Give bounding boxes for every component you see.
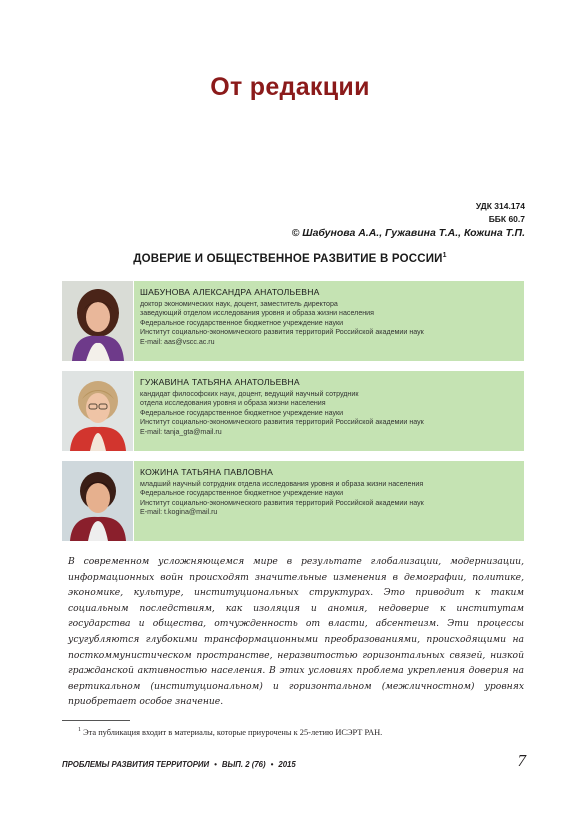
author-institute: Институт социально-экономического развития территорий Российской академии наук [140,498,424,507]
author-photo [62,461,133,541]
author-info [134,371,524,451]
footnote-divider [62,720,130,721]
author-name: КОЖИНА ТАТЬЯНА ПАВЛОВНА [140,467,274,477]
author-email: E-mail: aas@vscc.ac.ru [140,337,215,346]
author-email: E-mail: tanja_gta@mail.ru [140,427,222,436]
author-photo [62,371,133,451]
author-organization: Федеральное государственное бюджетное учреждение науки [140,489,344,498]
article-title [0,252,580,265]
author-name: ШАБУНОВА АЛЕКСАНДРА АНАТОЛЬЕВНА [140,287,320,297]
author-position: младший научный сотрудник отдела исследования уровня и образа жизни населения [140,480,424,488]
abstract: В современном усложняющемся мире в результате глобализации, модернизации, информационных войн происходят значительные изменения в демографии, политике, экономике, культуре, институциональных структурах. Это приводит к таким социальным последствиям, как изоляция и аномия, недоверие к институтам государства и общества, отчужденность от власти, абсентеизм. Эти процессы усугубляются глубокими трансформационными преобразованиями, происходящими на посткоммунистическом пространстве, неразвитостью горизонтальных связей, низкой гражданской активностью населения. В этих условиях проблема укрепления доверия на вертикальном (институциональном) и горизонтальном (межличностном) уровнях приобретает особое значение. [68,556,524,708]
section-title: От редакции [210,73,370,101]
issue-year: 2015 [278,760,296,769]
udk-code: УДК 314.174 [475,201,525,211]
footnote-mark: 1 [78,727,81,733]
author-card [62,371,524,452]
author-degree: кандидат философских наук, доцент, ведущий научный сотрудник [140,390,359,398]
running-footer [62,760,296,769]
author-position: заведующий отделом исследования уровня и образа жизни населения [140,309,374,318]
author-institute: Институт социально-экономического развития территорий Российской академии наук [140,328,424,337]
article-title-text: ДОВЕРИЕ И ОБЩЕСТВЕННОЕ РАЗВИТИЕ В РОССИИ [133,252,443,265]
author-institute: Институт социально-экономического развития территорий Российской академии наук [140,418,424,427]
author-organization: Федеральное государственное бюджетное учреждение науки [140,318,344,327]
portrait-icon [62,281,133,361]
author-photo [62,281,133,361]
author-name: ГУЖАВИНА ТАТЬЯНА АНАТОЛЬЕВНА [140,377,300,387]
bbk-code: ББК 60.7 [488,214,525,224]
author-email: E-mail: t.kogina@mail.ru [140,508,218,517]
portrait-icon [62,371,133,451]
author-card [62,281,524,362]
copyright-authors: © Шабунова А.А., Гужавина Т.А., Кожина Т.П. [291,227,525,239]
footer-separator: • [214,760,217,769]
author-degree: доктор экономических наук, доцент, заместитель директора [140,300,338,308]
article-title-footnote-mark: 1 [442,252,447,259]
author-card [62,461,524,542]
footnote-text: Эта публикация входит в материалы, которые приурочены к 25-летию ИСЭРТ РАН. [83,727,383,737]
issue-number: ВЫП. 2 (76) [221,760,266,769]
author-position: отдела исследования уровня и образа жизни населения [140,399,326,408]
page-number: 7 [517,751,526,770]
author-organization: Федеральное государственное бюджетное учреждение науки [140,408,344,417]
author-info [134,281,524,361]
footnote [78,727,382,737]
footer-separator: • [270,760,274,769]
portrait-icon [62,461,133,541]
journal-name: ПРОБЛЕМЫ РАЗВИТИЯ ТЕРРИТОРИИ [62,760,210,769]
author-info [134,461,524,541]
